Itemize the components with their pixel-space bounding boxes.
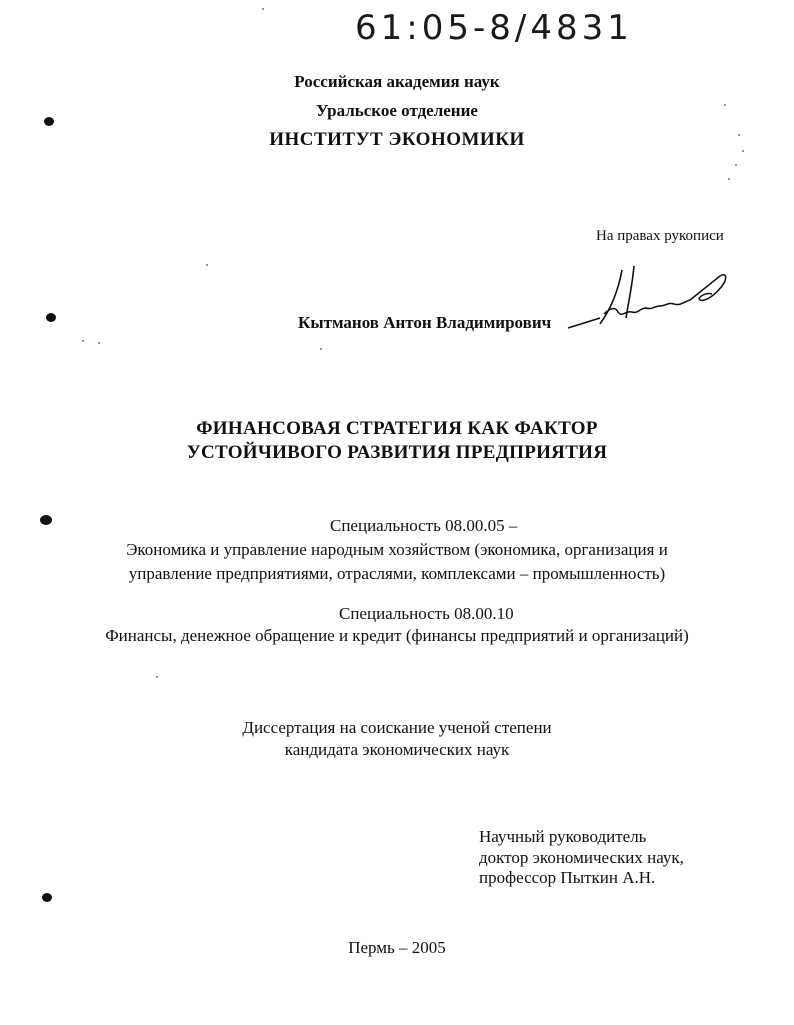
supervisor-role: Научный руководитель (479, 827, 647, 846)
scan-speck (98, 342, 100, 344)
thesis-title-line-1: ФИНАНСОВАЯ СТРАТЕГИЯ КАК ФАКТОР (196, 418, 598, 439)
scan-speck (728, 178, 730, 180)
binder-hole-dot (44, 117, 54, 126)
signature-image (560, 262, 740, 334)
specialty-2-code: Специальность 08.00.10 (339, 604, 514, 623)
binder-hole-dot (46, 313, 56, 322)
manuscript-note: На правах рукописи (596, 228, 724, 244)
scan-speck (156, 676, 158, 678)
supervisor-name: профессор Пыткин А.Н. (479, 868, 656, 887)
scan-speck (742, 150, 744, 152)
dissertation-line-2: кандидата экономических наук (284, 740, 510, 759)
binder-hole-dot (42, 893, 52, 902)
scan-speck (738, 134, 740, 136)
scan-speck (320, 348, 322, 350)
scan-speck (262, 8, 264, 10)
scan-speck (735, 164, 737, 166)
institute-name: ИНСТИТУТ ЭКОНОМИКИ (269, 129, 525, 150)
specialty-1-desc-line-1: Экономика и управление народным хозяйством (экономика, организация и (126, 540, 668, 559)
specialty-2-desc: Финансы, денежное обращение и кредит (финансы предприятий и организаций) (105, 626, 689, 645)
catalog-stamp: 61:05-8/4831 (355, 8, 633, 48)
thesis-title-line-2: УСТОЙЧИВОГО РАЗВИТИЯ ПРЕДПРИЯТИЯ (186, 442, 608, 463)
binder-hole-dot (40, 515, 52, 525)
specialty-1-code: Специальность 08.00.05 – (330, 516, 518, 535)
scan-speck (206, 264, 208, 266)
author-name: Кытманов Антон Владимирович (298, 313, 552, 332)
supervisor-degree: доктор экономических наук, (479, 848, 684, 867)
city-year: Пермь – 2005 (348, 938, 446, 957)
branch-name: Уральское отделение (316, 101, 478, 120)
scan-speck (724, 104, 726, 106)
academy-name: Российская академия наук (294, 72, 500, 91)
dissertation-line-1: Диссертация на соискание ученой степени (242, 718, 552, 737)
specialty-1-desc-line-2: управление предприятиями, отраслями, комплексами – промышленность) (128, 564, 666, 583)
scan-speck (82, 340, 84, 342)
